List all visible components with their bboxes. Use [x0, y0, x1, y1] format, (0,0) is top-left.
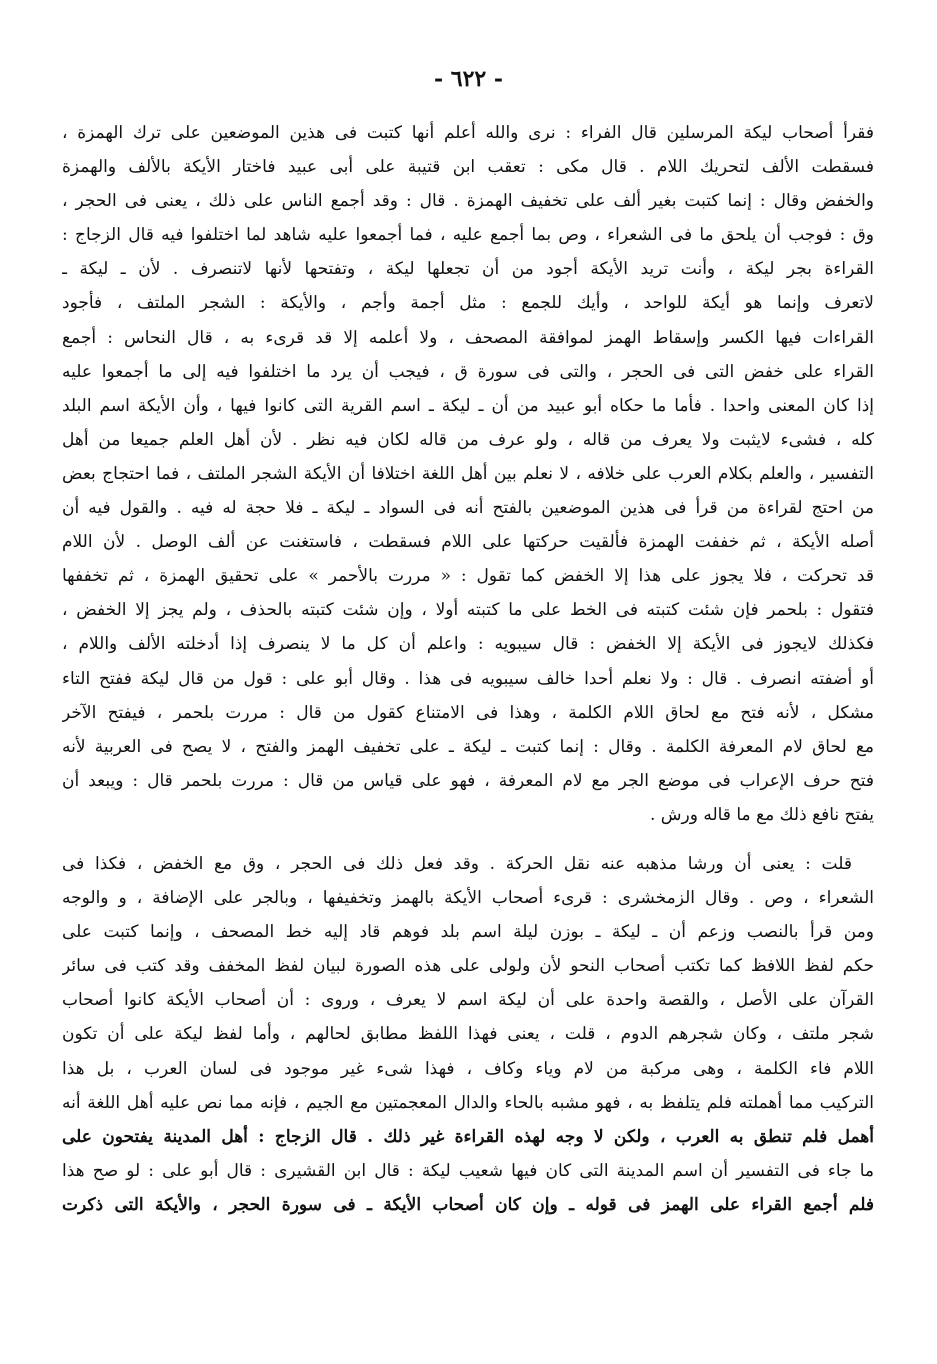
text-line: القراءة بجر ليكة ، وأنت تريد الأيكة أجود من أن تجعلها ليكة ، وتفتحها لأنها لاتنصرف . لأن ـ ليكة ـ: [62, 259, 874, 280]
text-line: التركيب مما أهملته فلم يتلفظ به ، فهو مشبه بالحاء والدال المعجمتين مع الجيم ، فإنه مما نص عليه أهل اللغة أنه: [62, 1092, 874, 1113]
text-line: ومن قرأ بالنصب وزعم أن ـ ليكة ـ بوزن ليلة اسم بلد فوهم قاد إليه خط المصحف ، وإنما كتبت على: [62, 922, 874, 943]
text-line: والخفض وقال : إنما كتبت بغير ألف على تخفيف الهمزة . قال : وقد أجمع الناس على ذلك ، يعنى فى الحجر ،: [62, 191, 874, 212]
text-line: أهمل فلم تنطق به العرب ، ولكن لا وجه لهذه القراءة غير ذلك . قال الزجاج : أهل المدينة يفتحون على: [62, 1126, 874, 1147]
text-line: التفسير ، والعلم بكلام العرب على خلافه ، لا نعلم بين أهل اللغة اختلافا أن الأيكة الشجر الملتف ، فما احتجاج بعض: [62, 463, 874, 484]
text-line: كله ، فشىء لايثبت ولا يعرف من قاله ، ولو عرف من قاله لكان فيه نظر . لأن أهل العلم جميعا من أهل: [62, 429, 874, 450]
text-line: قد تحركت ، فلا يجوز على هذا إلا الخفض كما تقول : « مررت بالأحمر » على تحقيق الهمزة ، ثم تخففها: [62, 566, 874, 587]
text-line: فقرأ أصحاب ليكة المرسلين قال الفراء : نرى والله أعلم أنها كتبت فى هذين الموضعين على ترك الهمزة ،: [62, 123, 874, 143]
text-line: فكذلك لايجوز فى الأيكة إلا الخفض : قال سيبويه : واعلم أن كل ما لا ينصرف إذا أدخلته الألف واللام ،: [62, 634, 874, 655]
page-number: - ٦٢٢ -: [433, 66, 504, 92]
text-line: حكم لفظ اللافظ كما تكتب أصحاب النحو لأن ولولى على هذه الصورة لبيان لفظ المخفف وقد كتب فى سائر: [62, 956, 874, 977]
text-line: الشعراء ، وص . وقال الزمخشرى : قرىء أصحاب الأيكة بالهمز وتخفيفها ، وبالجر على الإضافة ، و والوجه: [62, 888, 874, 909]
text-line: فتقول : بلحمر فإن شئت كتبته فى الخط على ما كتبته أولا ، وإن شئت كتبته بالحذف ، ولم يجز إلا الخفض ،: [62, 600, 874, 621]
text-line: مع لحاق لام المعرفة الكلمة . وقال : إنما كتبت ـ ليكة ـ على تخفيف الهمز والفتح ، لا يصح فى العربية لأنه: [62, 736, 874, 757]
text-line: لاتعرف وإنما هو أيكة للواحد ، وأيك للجمع : مثل أجمة وأجم ، والأيكة : الشجر الملتف ، فأجود: [62, 293, 874, 314]
text-line: إذا كان المعنى واحدا . فأما ما حكاه أبو عبيد من أن ـ ليكة ـ اسم القرية التى كانوا فيها ، وأن الأيكة اسم البلد: [62, 395, 874, 416]
text-line: شجر ملتف ، وكان شجرهم الدوم ، قلت ، يعنى فهذا اللفظ مطابق لحالهم ، وأما لفظ ليكة على أن تكون: [62, 1024, 874, 1045]
text-line: القرآن على الأصل ، والقصة واحدة على أن ليكة اسم لا يعرف ، وروى : أن أصحاب الأيكة كانوا أصحاب: [62, 990, 874, 1011]
body-text: [62, 116, 874, 1222]
text-line: قلت : يعنى أن ورشا مذهبه عنه نقل الحركة . وقد فعل ذلك فى الحجر ، وق مع الخفض ، فكذا فى: [62, 853, 852, 874]
text-line: ما جاء فى التفسير أن اسم المدينة التى كان فيها شعيب ليكة : قال ابن القشيرى : قال أبو على : لو صح هذا: [62, 1160, 874, 1181]
paragraph-2: [62, 847, 874, 1222]
text-line: أو أضفته انصرف . قال : ولا نعلم أحدا خالف سيبويه فى هذا . وقال أبو على : قول من قال ليكة ففتح التاء: [62, 668, 874, 689]
paragraph-1: [62, 116, 874, 832]
text-line: مشكل ، لأنه فتح مع لحاق اللام الكلمة ، وهذا فى الامتناع كقول من قال : مررت بلحمر ، فيفتح الآخر: [62, 702, 874, 723]
text-line: فتح حرف الإعراب فى موضع الجر مع لام المعرفة ، فهو على قياس من قال : مررت بلحمر قال : ويبعد أن: [62, 770, 874, 791]
text-line: فلم أجمع القراء على الهمز فى قوله ـ وإن كان أصحاب الأيكة ـ فى سورة الحجر ، والأيكة التى ذكرت: [62, 1194, 874, 1215]
text-line: اللام فاء الكلمة ، وهى مركبة من لام وياء وكاف ، فهذا شىء غير موجود فى لسان العرب ، بل هذا: [62, 1058, 874, 1079]
text-line: أصله الأيكة ، ثم خففت الهمزة فألقيت حركتها على اللام فسقطت ، فاستغنت عن ألف الوصل . لأن اللام: [62, 532, 874, 553]
text-line: القراءات فيها الكسر وإسقاط الهمز لموافقة المصحف ، ولا أعلمه إلا قد قرىء به ، قال النحاس : أجمع: [62, 327, 874, 348]
text-line: القراء على خفض التى فى الحجر ، والتى فى سورة ق ، فيجب أن يرد ما اختلفوا فيه إلى ما أجمعوا عليه: [62, 361, 874, 382]
text-line: فسقطت الألف لتحريك اللام . قال مكى : تعقب ابن قتيبة على أبى عبيد فاختار الأيكة بالألف والهمزة: [62, 157, 874, 178]
text-line: من احتج لقراءة من قرأ فى هذين الموضعين بالفتح أنه فى السواد ـ ليكة ـ فلا حجة له فيه . والقول فيه أن: [62, 498, 874, 519]
text-line: يفتح نافع ذلك مع ما قاله ورش .: [649, 804, 874, 825]
text-line: وق : فوجب أن يلحق ما فى الشعراء ، وص بما أجمع عليه ، فما أجمعوا عليه شاهد لما اختلفوا فيه قال الزجاج :: [62, 225, 874, 246]
